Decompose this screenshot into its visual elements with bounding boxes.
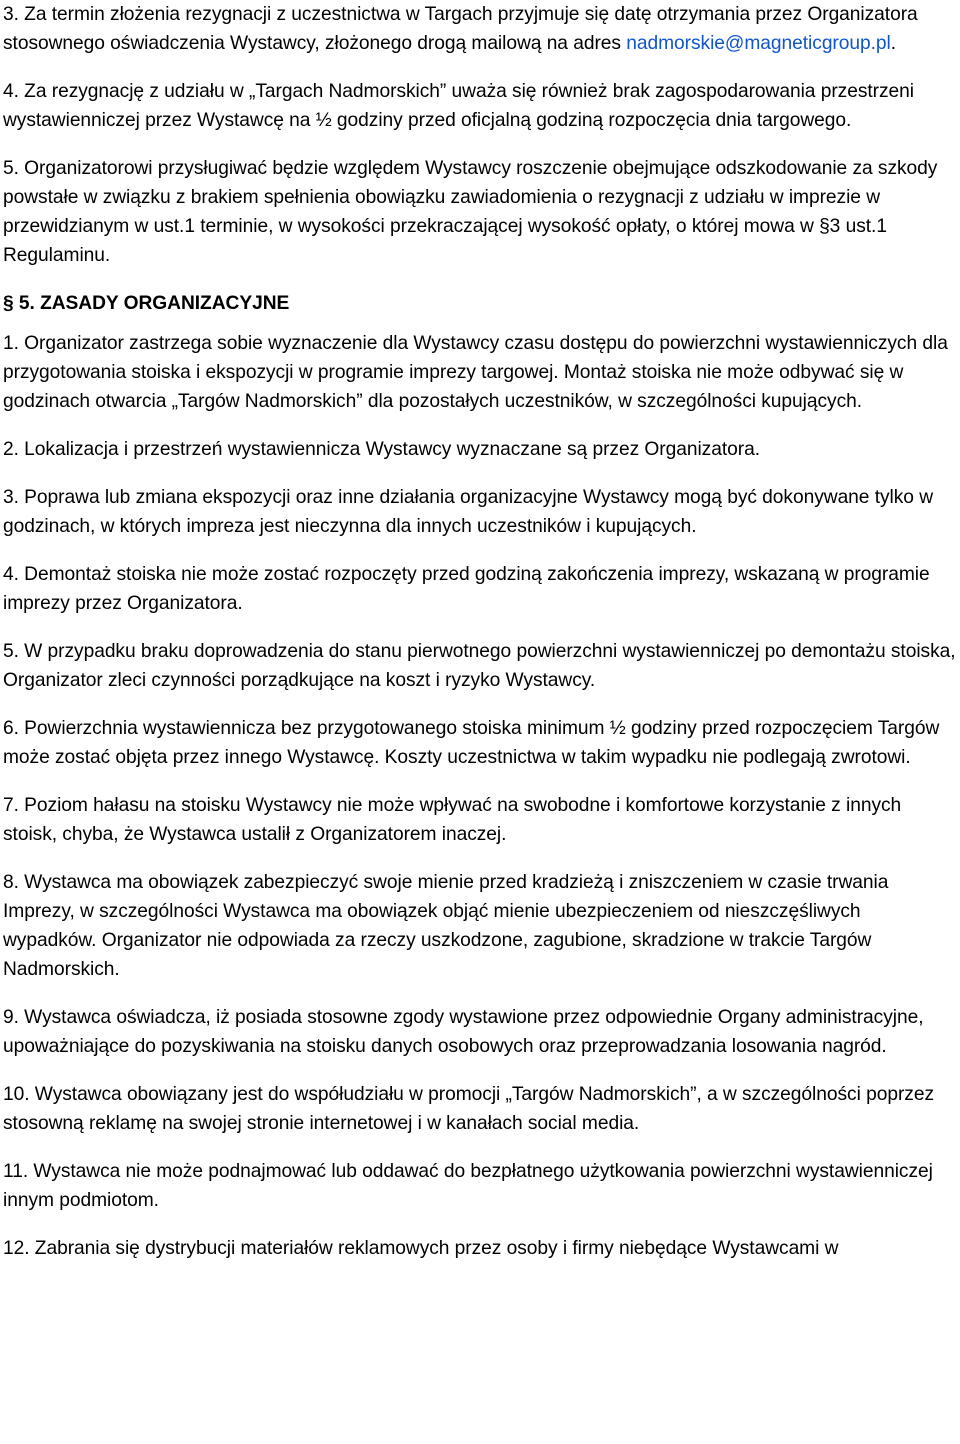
section-items bbox=[3, 329, 958, 1263]
list-item: 9. Wystawca oświadcza, iż posiada stosowne zgody wystawione przez odpowiednie Organy administracyjne, upoważniające do pozyskiwania na stoisku danych osobowych oraz przeprowadzania losowania nagród. bbox=[3, 1007, 924, 1057]
paragraph-organizer-claim: 5. Organizatorowi przysługiwać będzie względem Wystawcy roszczenie obejmujące odszkodowanie za szkody powstałe w związku z brakiem spełnienia obowiązku zawiadomienia o rezygnacji z udziału w imprezie w przewidzianym w ust.1 terminie, w wysokości przekraczającej wysokość opłaty, o której mowa w §3 ust.1 Regulaminu. bbox=[3, 158, 938, 266]
list-item: 6. Powierzchnia wystawiennicza bez przygotowanego stoiska minimum ½ godziny przed rozpoczęciem Targów może zostać objęta przez innego Wystawcę. Koszty uczestnictwa w takim wypadku nie podlegają zwrotowi. bbox=[3, 718, 940, 768]
section-heading: § 5. ZASADY ORGANIZACYJNE bbox=[3, 293, 290, 314]
list-item: 12. Zabrania się dystrybucji materiałów reklamowych przez osoby i firmy niebędące Wystawcami w bbox=[3, 1238, 839, 1259]
list-item: 10. Wystawca obowiązany jest do współudziału w promocji „Targów Nadmorskich”, a w szczególności poprzez stosowną reklamę na swojej stronie internetowej i w kanałach social media. bbox=[3, 1084, 934, 1134]
list-item: 8. Wystawca ma obowiązek zabezpieczyć swoje mienie przed kradzieżą i zniszczeniem w czasie trwania Imprezy, w szczególności Wystawca ma obowiązek objąć mienie ubezpieczeniem od nieszczęśliwych wypadków. Organizator nie odpowiada za rzeczy uszkodzone, zagubione, skradzione w trakcie Targów Nadmorskich. bbox=[3, 872, 889, 980]
list-item: 4. Demontaż stoiska nie może zostać rozpoczęty przed godziną zakończenia imprezy, wskazaną w programie imprezy przez Organizatora. bbox=[3, 564, 930, 614]
email-link[interactable]: nadmorskie@magneticgroup.pl bbox=[626, 33, 891, 54]
document-page bbox=[3, 0, 958, 1263]
paragraph-text: 3. Za termin złożenia rezygnacji z uczestnictwa w Targach przyjmuje się datę otrzymania przez Organizatora stosownego oświadczenia Wystawcy, złożonego drogą mailową na adres bbox=[3, 4, 918, 54]
paragraph-end: . bbox=[890, 33, 897, 54]
list-item: 7. Poziom hałasu na stoisku Wystawcy nie może wpływać na swobodne i komfortowe korzystanie z innych stoisk, chyba, że Wystawca ustalił z Organizatorem inaczej. bbox=[3, 795, 902, 845]
list-item: 3. Poprawa lub zmiana ekspozycji oraz inne działania organizacyjne Wystawcy mogą być dokonywane tylko w godzinach, w których impreza jest nieczynna dla innych uczestników i kupujących. bbox=[3, 487, 933, 537]
list-item: 5. W przypadku braku doprowadzenia do stanu pierwotnego powierzchni wystawienniczej po demontażu stoiska, Organizator zleci czynności porządkujące na koszt i ryzyko Wystawcy. bbox=[3, 641, 956, 691]
list-item: 2. Lokalizacja i przestrzeń wystawiennicza Wystawcy wyznaczane są przez Organizatora. bbox=[3, 439, 760, 460]
paragraph-resignation-no-setup: 4. Za rezygnację z udziału w „Targach Nadmorskich” uważa się również brak zagospodarowania przestrzeni wystawienniczej przez Wystawcę na ½ godziny przed oficjalną godziną rozpoczęcia dnia targowego. bbox=[3, 81, 914, 131]
list-item: 1. Organizator zastrzega sobie wyznaczenie dla Wystawcy czasu dostępu do powierzchni wystawienniczych dla przygotowania stoiska i ekspozycji w programie imprezy targowej. Montaż stoiska nie może odbywać się w godzinach otwarcia „Targów Nadmorskich” dla pozostałych uczestników, w szczególności kupujących. bbox=[3, 333, 948, 412]
list-item: 11. Wystawca nie może podnajmować lub oddawać do bezpłatnego użytkowania powierzchni wystawienniczej innym podmiotom. bbox=[3, 1161, 933, 1211]
paragraph-resignation-date bbox=[3, 0, 958, 58]
